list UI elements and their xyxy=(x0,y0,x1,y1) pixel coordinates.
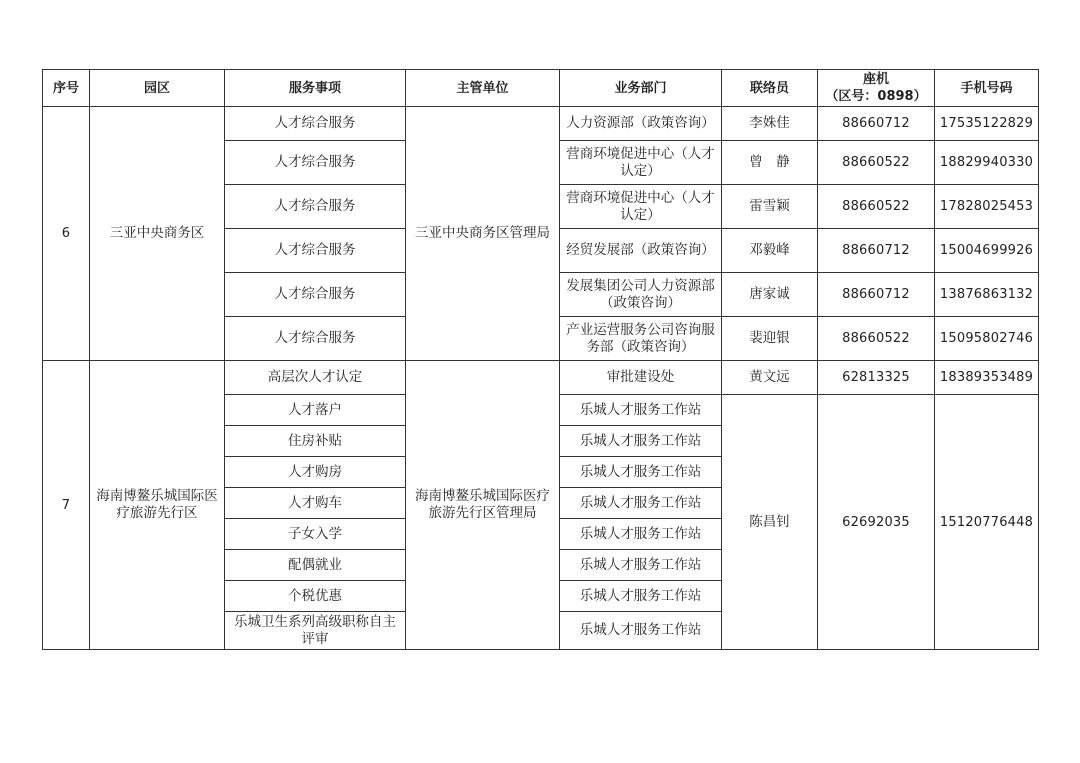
service-cell: 人才购车 xyxy=(225,488,406,519)
landline-cell: 88660712 xyxy=(818,107,935,141)
department-cell: 人力资源部（政策咨询） xyxy=(560,107,722,141)
landline-cell: 88660712 xyxy=(818,229,935,273)
header-mobile: 手机号码 xyxy=(935,70,1039,107)
contact-table xyxy=(42,69,1039,650)
park-cell: 海南博鳌乐城国际医疗旅游先行区 xyxy=(90,361,225,650)
header-landline-title: 座机 xyxy=(862,72,889,87)
department-cell: 乐城人才服务工作站 xyxy=(560,550,722,581)
department-cell: 乐城人才服务工作站 xyxy=(560,395,722,426)
service-cell: 子女入学 xyxy=(225,519,406,550)
mobile-cell: 18389353489 xyxy=(935,361,1039,395)
contact-cell: 唐家诚 xyxy=(722,273,818,317)
table-row xyxy=(43,107,1039,141)
service-cell: 人才购房 xyxy=(225,457,406,488)
contact-cell: 曾 静 xyxy=(722,141,818,185)
department-cell: 乐城人才服务工作站 xyxy=(560,612,722,650)
landline-cell: 88660712 xyxy=(818,273,935,317)
contact-cell: 李姝佳 xyxy=(722,107,818,141)
service-cell: 人才落户 xyxy=(225,395,406,426)
service-cell: 人才综合服务 xyxy=(225,107,406,141)
service-cell: 人才综合服务 xyxy=(225,229,406,273)
department-cell: 乐城人才服务工作站 xyxy=(560,581,722,612)
landline-cell: 88660522 xyxy=(818,317,935,361)
service-cell: 人才综合服务 xyxy=(225,317,406,361)
contact-cell: 雷雪颖 xyxy=(722,185,818,229)
department-cell: 营商环境促进中心（人才认定） xyxy=(560,141,722,185)
header-landline-sub: （区号：0898） xyxy=(825,89,927,104)
mobile-cell: 18829940330 xyxy=(935,141,1039,185)
department-cell: 乐城人才服务工作站 xyxy=(560,488,722,519)
department-cell: 经贸发展部（政策咨询） xyxy=(560,229,722,273)
department-cell: 营商环境促进中心（人才认定） xyxy=(560,185,722,229)
department-cell: 乐城人才服务工作站 xyxy=(560,519,722,550)
mobile-cell: 15095802746 xyxy=(935,317,1039,361)
service-cell: 住房补贴 xyxy=(225,426,406,457)
seq-cell: 6 xyxy=(43,107,90,361)
landline-cell: 62692035 xyxy=(818,395,935,650)
header-row xyxy=(43,70,1039,107)
mobile-cell: 15004699926 xyxy=(935,229,1039,273)
service-cell: 配偶就业 xyxy=(225,550,406,581)
table-row xyxy=(43,361,1039,395)
header-landline xyxy=(818,70,935,107)
contact-cell: 裴迎银 xyxy=(722,317,818,361)
department-cell: 乐城人才服务工作站 xyxy=(560,457,722,488)
mobile-cell: 15120776448 xyxy=(935,395,1039,650)
department-cell: 产业运营服务公司咨询服务部（政策咨询） xyxy=(560,317,722,361)
service-cell: 个税优惠 xyxy=(225,581,406,612)
seq-cell: 7 xyxy=(43,361,90,650)
landline-cell: 62813325 xyxy=(818,361,935,395)
landline-cell: 88660522 xyxy=(818,141,935,185)
department-cell: 发展集团公司人力资源部（政策咨询） xyxy=(560,273,722,317)
service-cell: 高层次人才认定 xyxy=(225,361,406,395)
service-cell: 人才综合服务 xyxy=(225,141,406,185)
department-cell: 乐城人才服务工作站 xyxy=(560,426,722,457)
mobile-cell: 17828025453 xyxy=(935,185,1039,229)
header-park: 园区 xyxy=(90,70,225,107)
header-authority: 主管单位 xyxy=(406,70,560,107)
contact-cell: 邓毅峰 xyxy=(722,229,818,273)
service-cell: 人才综合服务 xyxy=(225,185,406,229)
authority-cell: 海南博鳌乐城国际医疗旅游先行区管理局 xyxy=(406,361,560,650)
service-cell: 人才综合服务 xyxy=(225,273,406,317)
header-contact: 联络员 xyxy=(722,70,818,107)
mobile-cell: 17535122829 xyxy=(935,107,1039,141)
mobile-cell: 13876863132 xyxy=(935,273,1039,317)
park-cell: 三亚中央商务区 xyxy=(90,107,225,361)
authority-cell: 三亚中央商务区管理局 xyxy=(406,107,560,361)
header-seq: 序号 xyxy=(43,70,90,107)
header-service: 服务事项 xyxy=(225,70,406,107)
service-cell: 乐城卫生系列高级职称自主评审 xyxy=(225,612,406,650)
contact-cell: 陈昌钊 xyxy=(722,395,818,650)
landline-cell: 88660522 xyxy=(818,185,935,229)
header-department: 业务部门 xyxy=(560,70,722,107)
contact-cell: 黄文远 xyxy=(722,361,818,395)
department-cell: 审批建设处 xyxy=(560,361,722,395)
